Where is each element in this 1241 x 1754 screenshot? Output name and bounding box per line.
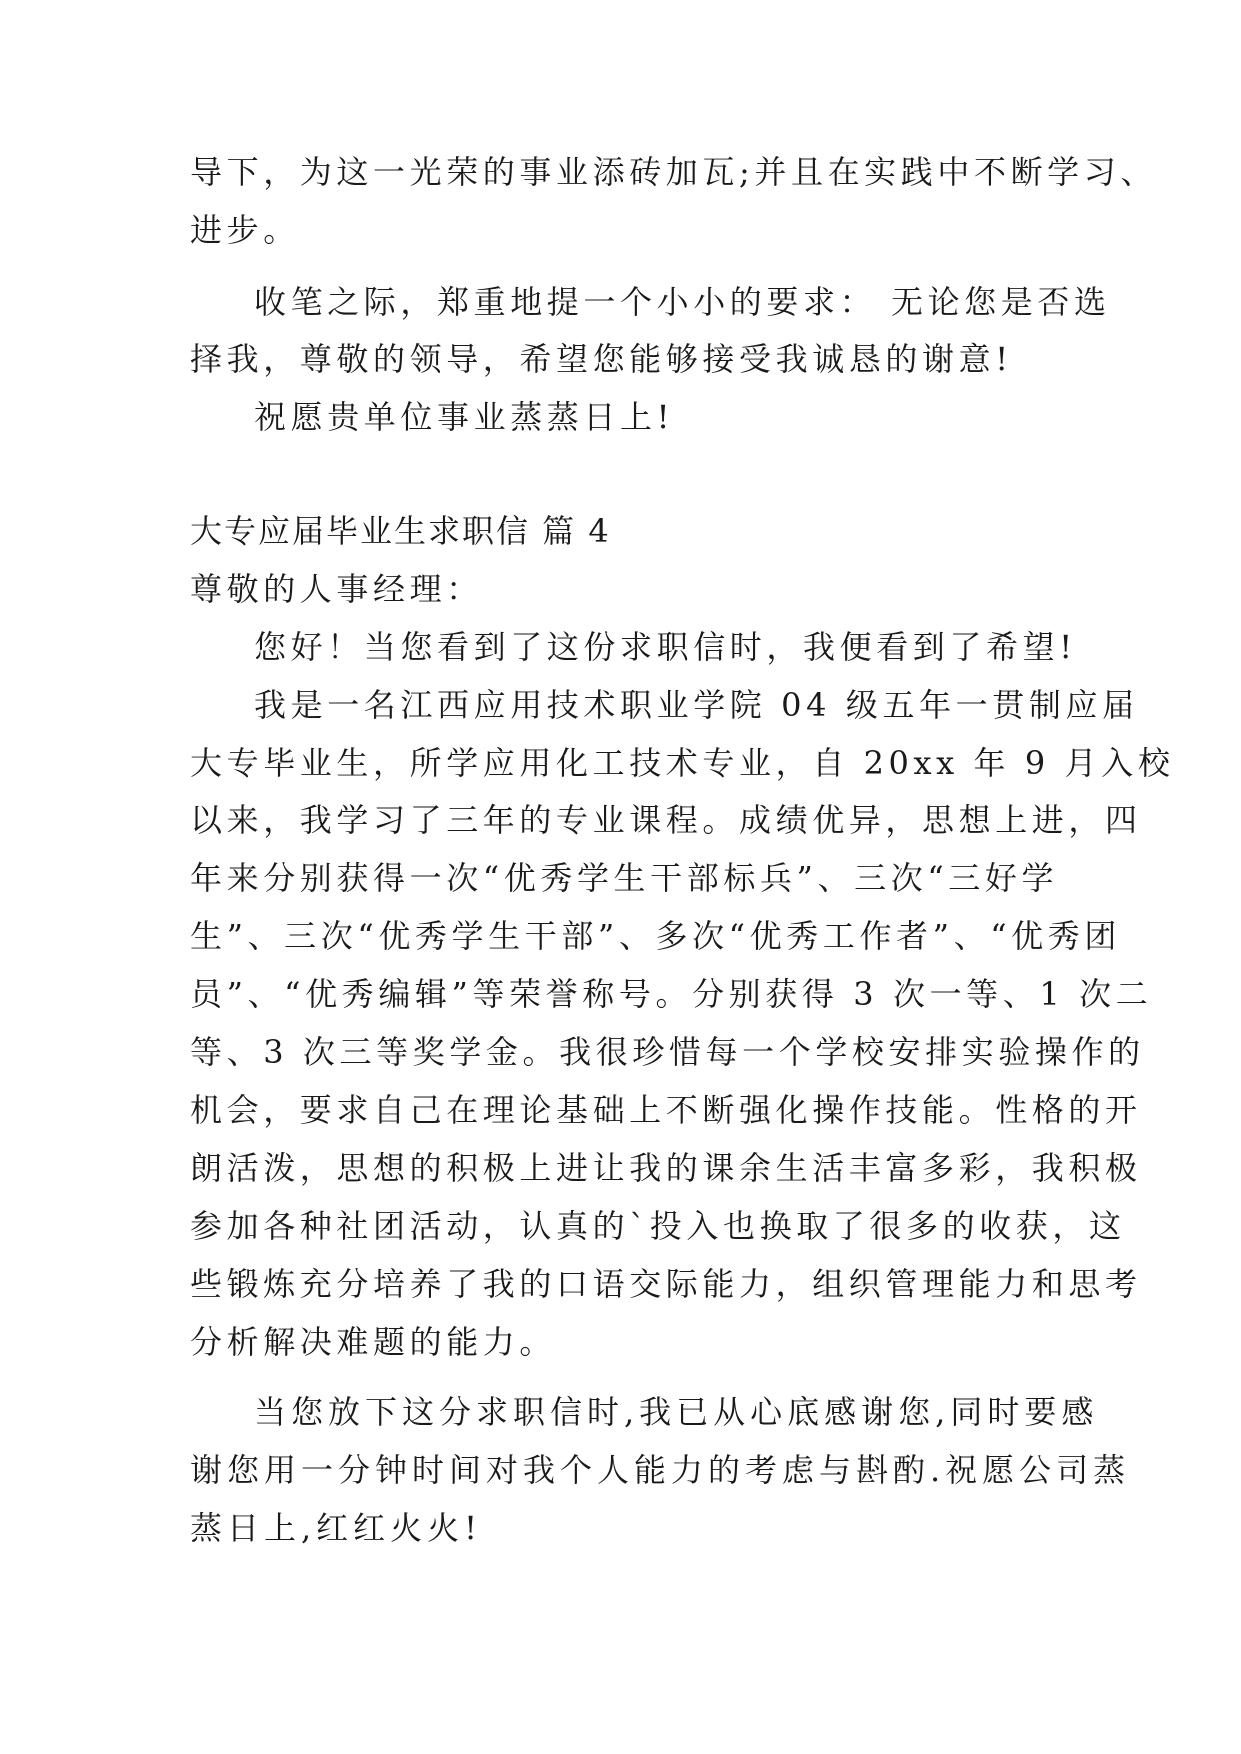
greeting: 您好！当您看到了这份求职信时，我便看到了希望! [254, 628, 1077, 666]
salutation: 尊敬的人事经理： [190, 570, 483, 608]
paragraph-line: 我是一名江西应用技术职业学院 04 级五年一贯制应届 [254, 686, 1139, 724]
paragraph-line: 等、3 次三等奖学金。我很珍惜每一个学校安排实验操作的 [190, 1033, 1145, 1071]
paragraph-line: 些锻炼充分培养了我的口语交际能力，组织管理能力和思考 [190, 1265, 1142, 1303]
paragraph-line: 蒸日上,红红火火! [190, 1509, 483, 1547]
paragraph-line: 员”、“优秀编辑”等荣誉称号。分别获得 3 次一等、1 次二 [190, 975, 1153, 1013]
closing-wish: 祝愿贵单位事业蒸蒸日上! [254, 398, 675, 436]
paragraph-line: 以来，我学习了三年的专业课程。成绩优异，思想上进，四 [190, 801, 1142, 839]
paragraph-line: 朗活泼，思想的积极上进让我的课余生活丰富多彩，我积极 [190, 1149, 1142, 1187]
paragraph-line: 生”、三次“优秀学生干部”、多次“优秀工作者”、“优秀团 [190, 917, 1121, 955]
section-title: 大专应届毕业生求职信 篇 4 [190, 512, 611, 550]
paragraph-line: 年来分别获得一次“优秀学生干部标兵”、三次“三好学 [190, 859, 1059, 897]
paragraph-line: 大专毕业生，所学应用化工技术专业，自 20xx 年 9 月入校 [190, 744, 1175, 782]
paragraph-line: 收笔之际，郑重地提一个小小的要求： 无论您是否选 [254, 283, 1111, 321]
paragraph-line: 参加各种社团活动，认真的`投入也换取了很多的收获，这 [190, 1207, 1126, 1245]
paragraph-line: 导下，为这一光荣的事业添砖加瓦;并且在实践中不断学习、 [190, 153, 1157, 191]
paragraph-line: 机会，要求自己在理论基础上不断强化操作技能。性格的开 [190, 1091, 1142, 1129]
paragraph-line: 分析解决难题的能力。 [190, 1323, 557, 1361]
paragraph-line: 择我，尊敬的领导，希望您能够接受我诚恳的谢意! [190, 340, 1013, 378]
paragraph-line: 当您放下这分求职信时,我已从心底感谢您,同时要感 [254, 1393, 1099, 1431]
paragraph-line: 进步。 [190, 211, 300, 249]
paragraph-line: 谢您用一分钟时间对我个人能力的考虑与斟酌.祝愿公司蒸 [190, 1451, 1131, 1489]
